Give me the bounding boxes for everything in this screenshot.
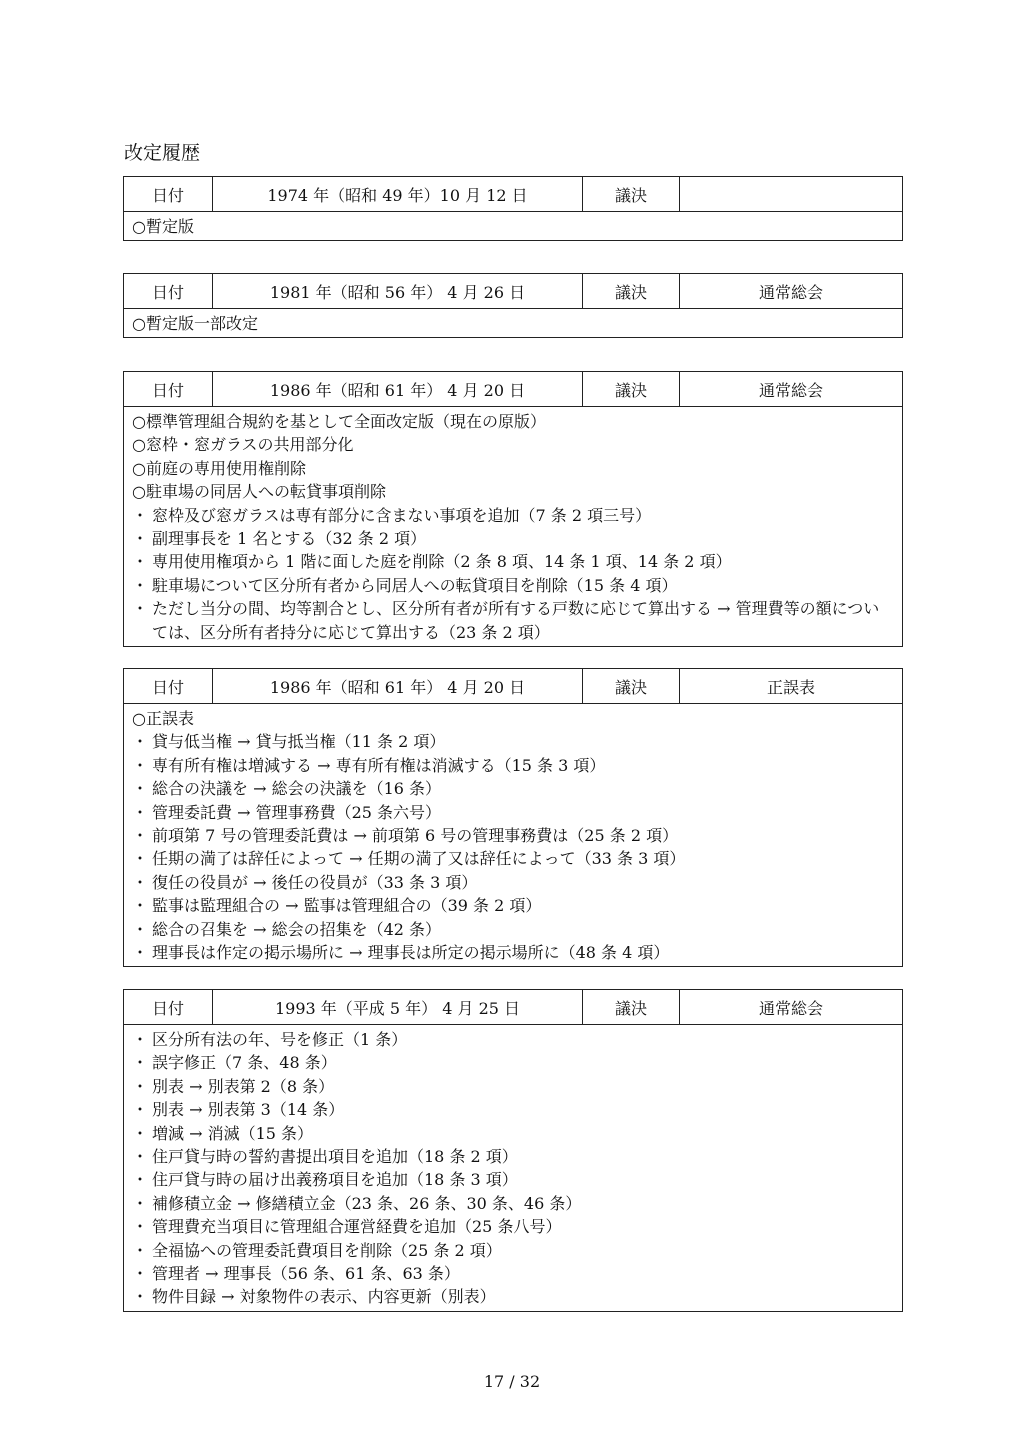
resolution-type	[680, 177, 902, 211]
change-item	[132, 941, 902, 964]
resolution-label: 議決	[583, 669, 680, 703]
bullet-icon: ・	[132, 505, 149, 525]
revision-body	[124, 407, 902, 646]
change-item	[132, 1098, 902, 1121]
bullet-icon: ・	[132, 1123, 149, 1143]
change-item-text: 監事は監理組合の → 監事は管理組合の（39 条 2 項）	[152, 896, 542, 916]
change-item-text: 増減 → 消滅（15 条）	[152, 1123, 314, 1143]
bullet-icon: ・	[132, 779, 149, 799]
resolution-label: 議決	[583, 274, 680, 308]
bullet-icon: ・	[132, 529, 149, 549]
change-item-text: 区分所有法の年、号を修正（1 条）	[152, 1030, 408, 1049]
revision-body	[124, 212, 902, 240]
bullet-icon: ・	[132, 919, 149, 939]
change-item	[132, 1028, 902, 1051]
bullet-icon: ・	[132, 599, 149, 619]
revision-body	[124, 1025, 902, 1311]
change-item-text: 窓枠及び窓ガラスは専有部分に含まない事項を追加（7 条 2 項三号）	[152, 505, 652, 525]
revision-block	[123, 989, 903, 1312]
change-item	[132, 894, 902, 917]
resolution-type: 通常総会	[758, 998, 823, 1018]
summary-item: ○標準管理組合規約を基として全面改定版（現在の原版）	[132, 412, 546, 431]
change-item-text: 住戸貸与時の誓約書提出項目を追加（18 条 2 項）	[152, 1147, 518, 1167]
bullet-icon: ・	[132, 552, 149, 572]
change-item-text: ただし当分の間、均等割合とし、区分所有者が所有する戸数に応じて算出する → 管理費等の額については、区分所有者持分に応じて算出する（23 条 2 項）	[152, 599, 880, 642]
change-item	[132, 871, 902, 894]
change-item-text: 専用使用権項から 1 階に面した庭を削除（2 条 8 項、14 条 1 項、14 条 2 項）	[152, 552, 732, 572]
bullet-icon: ・	[132, 1287, 149, 1307]
change-item-text: 管理費充当項目に管理組合運営経費を追加（25 条八号）	[152, 1217, 562, 1237]
revision-header	[124, 669, 902, 704]
change-item	[132, 1262, 902, 1285]
resolution-type: 通常総会	[758, 380, 823, 400]
bullet-icon: ・	[132, 1053, 149, 1073]
change-item-text: 全福協への管理委託費項目を削除（25 条 2 項）	[152, 1240, 502, 1260]
change-item-text: 駐車場について区分所有者から同居人への転貸項目を削除（15 条 4 項）	[152, 575, 678, 595]
bullet-icon: ・	[132, 943, 149, 963]
change-item-text: 管理者 → 理事長（56 条、61 条、63 条）	[152, 1264, 460, 1284]
summary-item: ○窓枠・窓ガラスの共用部分化	[132, 435, 354, 455]
resolution-label: 議決	[583, 177, 680, 211]
change-item	[132, 730, 902, 753]
summary-item: ○前庭の専用使用権削除	[132, 458, 306, 478]
bullet-icon: ・	[132, 1100, 149, 1120]
resolution-type: 正誤表	[766, 677, 815, 697]
change-item-text: 誤字修正（7 条、48 条）	[152, 1053, 337, 1073]
change-item	[132, 1239, 902, 1262]
change-item-text: 復任の役員が → 後任の役員が（33 条 3 項）	[152, 872, 478, 892]
bullet-icon: ・	[132, 1217, 149, 1237]
change-item-text: 前項第 7 号の管理委託費は → 前項第 6 号の管理事務費は（25 条 2 項）	[152, 826, 679, 846]
change-item-text: 専有所有権は増減する → 専有所有権は消滅する（15 条 3 項）	[152, 755, 606, 775]
resolution-type: 通常総会	[758, 282, 823, 302]
change-item	[132, 597, 902, 644]
bullet-icon: ・	[132, 1030, 149, 1049]
bullet-icon: ・	[132, 1193, 149, 1213]
change-item-text: 物件目録 → 対象物件の表示、内容更新（別表）	[152, 1287, 496, 1307]
change-item	[132, 847, 902, 870]
change-item	[132, 1215, 902, 1238]
summary-item: ○駐車場の同居人への転貸事項削除	[132, 482, 386, 502]
revision-block	[123, 371, 903, 647]
revision-header	[124, 990, 902, 1025]
page-number: 17 / 32	[483, 1372, 541, 1391]
revision-header	[124, 372, 902, 407]
revision-body	[124, 309, 902, 337]
change-item-text: 総合の召集を → 総会の招集を（42 条）	[152, 919, 442, 939]
change-item	[132, 574, 902, 597]
change-item	[132, 1285, 902, 1308]
date-label: 日付	[124, 990, 213, 1024]
resolution-label: 議決	[583, 990, 680, 1024]
bullet-icon: ・	[132, 732, 149, 752]
date-label: 日付	[124, 274, 213, 308]
bullet-icon: ・	[132, 802, 149, 822]
date-label: 日付	[124, 669, 213, 703]
resolution-label: 議決	[583, 372, 680, 406]
change-item	[132, 754, 902, 777]
change-item-text: 管理委託費 → 管理事務費（25 条六号）	[152, 802, 442, 822]
revision-body	[124, 704, 902, 966]
change-item	[132, 801, 902, 824]
change-item	[132, 1122, 902, 1145]
summary-item: ○正誤表	[132, 709, 194, 728]
page-title: 改定履歴	[124, 142, 201, 164]
revision-header	[124, 274, 902, 309]
revision-date: 1986 年（昭和 61 年） 4 月 20 日	[213, 669, 583, 703]
bullet-icon: ・	[132, 849, 149, 869]
change-item-text: 総合の決議を → 総会の決議を（16 条）	[152, 779, 442, 799]
change-item	[132, 1145, 902, 1168]
summary-item: ○暫定版一部改定	[132, 314, 258, 333]
change-item-text: 別表 → 別表第 2（8 条）	[152, 1076, 335, 1096]
bullet-icon: ・	[132, 575, 149, 595]
bullet-icon: ・	[132, 1240, 149, 1260]
change-item-text: 補修積立金 → 修繕積立金（23 条、26 条、30 条、46 条）	[152, 1193, 582, 1213]
change-item-text: 副理事長を 1 名とする（32 条 2 項）	[152, 529, 427, 549]
bullet-icon: ・	[132, 1147, 149, 1167]
change-item-text: 住戸貸与時の届け出義務項目を追加（18 条 3 項）	[152, 1170, 518, 1190]
bullet-icon: ・	[132, 872, 149, 892]
change-item	[132, 777, 902, 800]
change-item-text: 任期の満了は辞任によって → 任期の満了又は辞任によって（33 条 3 項）	[152, 849, 686, 869]
change-item	[132, 1168, 902, 1191]
change-item-text: 別表 → 別表第 3（14 条）	[152, 1100, 345, 1120]
change-item	[132, 504, 902, 527]
change-item	[132, 1051, 902, 1074]
change-item	[132, 918, 902, 941]
revision-block	[123, 176, 903, 241]
revision-header	[124, 177, 902, 212]
bullet-icon: ・	[132, 755, 149, 775]
revision-date: 1974 年（昭和 49 年）10 月 12 日	[213, 177, 583, 211]
change-item-text: 貸与低当権 → 貸与抵当権（11 条 2 項）	[152, 732, 446, 752]
bullet-icon: ・	[132, 1264, 149, 1284]
change-item	[132, 824, 902, 847]
date-label: 日付	[124, 177, 213, 211]
change-item	[132, 1192, 902, 1215]
revision-block	[123, 668, 903, 967]
summary-item: ○暫定版	[132, 217, 194, 236]
revision-date: 1986 年（昭和 61 年） 4 月 20 日	[213, 372, 583, 406]
bullet-icon: ・	[132, 1076, 149, 1096]
change-item-text: 理事長は作定の掲示場所に → 理事長は所定の掲示場所に（48 条 4 項）	[152, 943, 670, 963]
revision-block	[123, 273, 903, 338]
change-item	[132, 527, 902, 550]
change-item	[132, 550, 902, 573]
revision-date: 1993 年（平成 5 年） 4 月 25 日	[213, 990, 583, 1024]
date-label: 日付	[124, 372, 213, 406]
change-item	[132, 1075, 902, 1098]
bullet-icon: ・	[132, 896, 149, 916]
bullet-icon: ・	[132, 1170, 149, 1190]
revision-date: 1981 年（昭和 56 年） 4 月 26 日	[213, 274, 583, 308]
bullet-icon: ・	[132, 826, 149, 846]
